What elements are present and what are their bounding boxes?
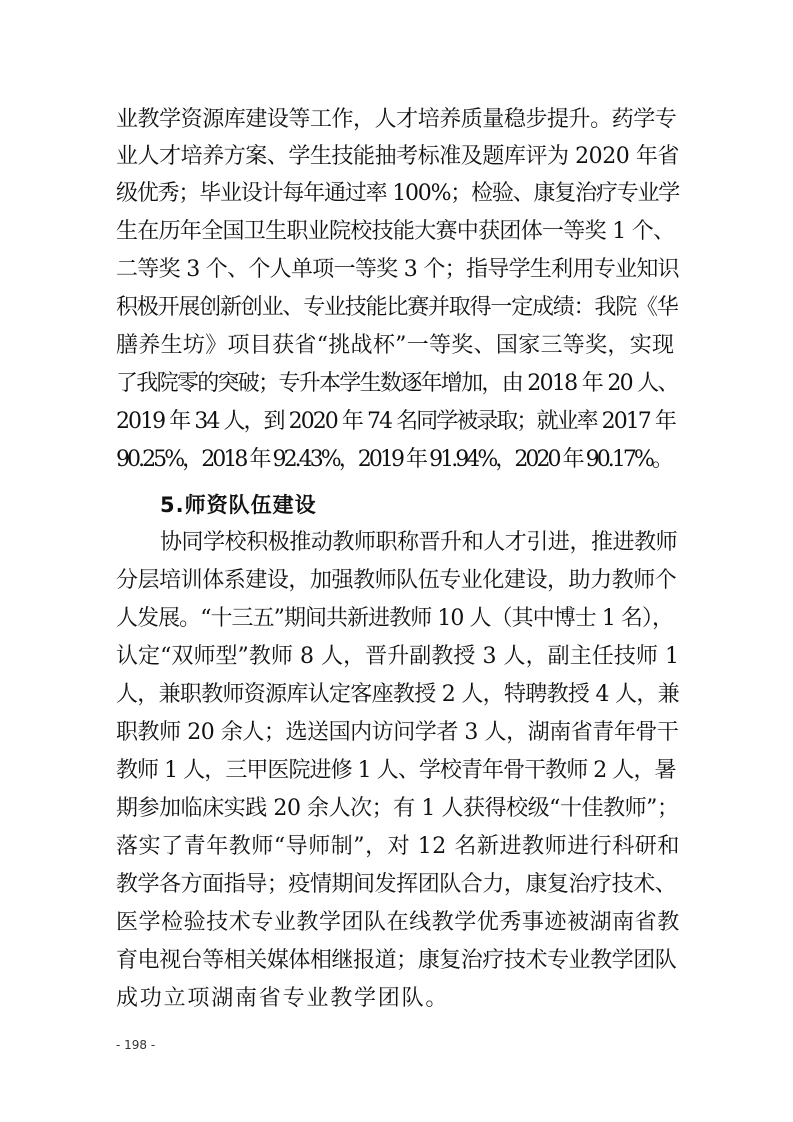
page-number: - 198 - xyxy=(116,1038,156,1052)
paragraph1-line-1: 业教学资源库建设等工作，人才培养质量稳步提升。药学专 xyxy=(116,107,677,132)
paragraph2-line-9: 落实了青年教师“导师制”，对 12 名新进教师进行科研和 xyxy=(116,834,680,859)
paragraph1-line-3: 级优秀；毕业设计每年通过率 100%；检验、康复治疗专业学 xyxy=(116,181,680,206)
paragraph2-line-3: 人发展。“十三五”期间共新进教师 10 人（其中博士 1 名）， xyxy=(116,606,674,631)
paragraph2-line-11: 医学检验技术专业教学团队在线教学优秀事迹被湖南省教 xyxy=(116,910,680,935)
paragraph1-line-6: 积极开展创新创业、专业技能比赛并取得一定成绩：我院《华 xyxy=(116,295,678,320)
paragraph2-line-10: 教学各方面指导；疫情期间发挥团队合力，康复治疗技术、 xyxy=(116,872,677,897)
paragraph1-line-5: 二等奖 3 个、个人单项一等奖 3 个；指导学生利用专业知识 xyxy=(116,257,679,282)
section-heading: 5.师资队伍建设 xyxy=(160,493,317,517)
paragraph2-line-4: 认定“双师型”教师 8 人，晋升副教授 3 人，副主任技师 1 xyxy=(116,644,680,669)
paragraph2-line-2: 分层培训体系建设，加强教师队伍专业化建设，助力教师个 xyxy=(116,568,677,593)
paragraph1-line-7: 膳养生坊》项目获省“挑战杯”一等奖、国家三等奖，实现 xyxy=(116,333,675,358)
paragraph2-line-6: 职教师 20 余人；选送国内访问学者 3 人，湖南省青年骨干 xyxy=(116,720,679,745)
paragraph2-line-8: 期参加临床实践 20 余人次；有 1 人获得校级“十佳教师”； xyxy=(116,796,679,821)
paragraph1-line-10: 90.25%，2018 年 92.43%，2019 年 91.94%，2020 年 90.17%。 xyxy=(116,447,671,472)
paragraph2-line-5: 人，兼职教师资源库认定客座教授 2 人，特聘教授 4 人，兼 xyxy=(116,682,679,707)
paragraph1-line-9: 2019 年 34 人，到 2020 年 74 名同学被录取；就业率 2017 年 xyxy=(116,409,675,434)
paragraph2-line-1: 协同学校积极推动教师职称晋升和人才引进，推进教师 xyxy=(160,530,678,555)
paragraph1-line-2: 业人才培养方案、学生技能抽考标准及题库评为 2020 年省 xyxy=(116,144,679,169)
paragraph2-line-12: 育电视台等相关媒体相继报道；康复治疗技术专业教学团队 xyxy=(116,948,677,973)
paragraph1-line-8: 了我院零的突破；专升本学生数逐年增加，由 2018 年 20 人、 xyxy=(116,371,678,396)
paragraph2-line-7: 教师 1 人，三甲医院进修 1 人、学校青年骨干教师 2 人，暑 xyxy=(116,758,676,783)
paragraph1-line-4: 生在历年全国卫生职业院校技能大赛中获团体一等奖 1 个、 xyxy=(116,219,675,244)
paragraph2-line-13: 成功立项湖南省专业教学团队。 xyxy=(116,986,450,1011)
